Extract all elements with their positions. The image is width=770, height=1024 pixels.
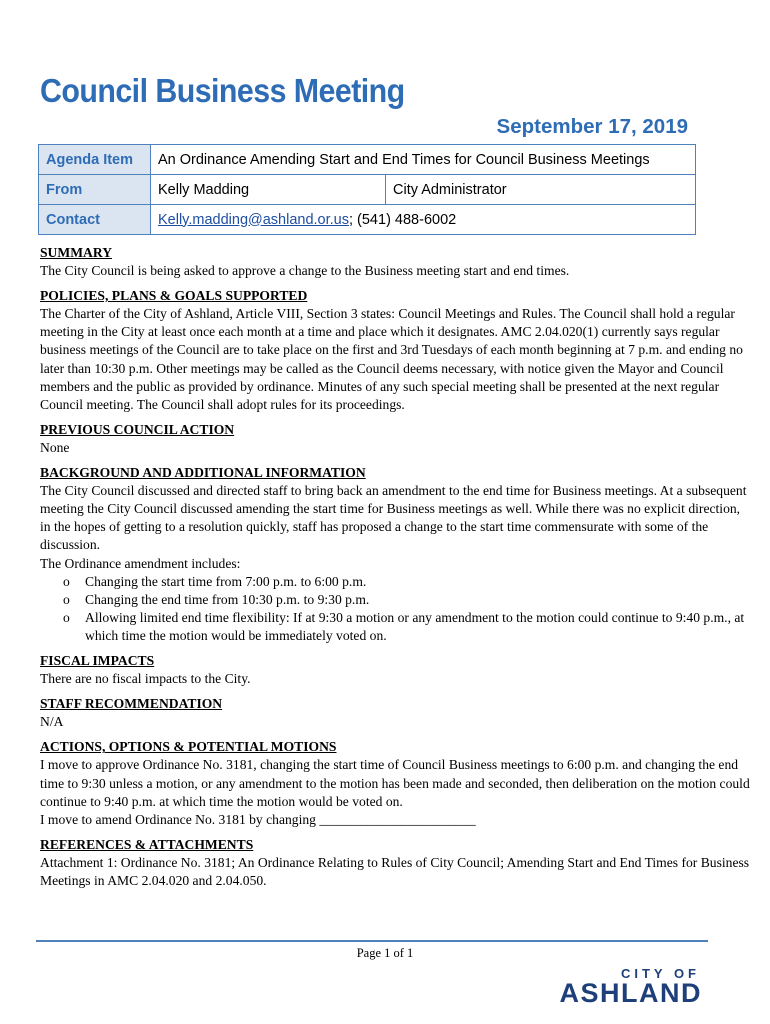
background-text: The City Council discussed and directed staff to bring back an amendment to the end time for Business meetings. At a subsequent meeting the City Council discussed amending the start time for Business meetings as well. While there was no explicit direction, in the hopes of getting to a resolution quickly, staff has proposed a change to the start time commensurate with some of the discussion. bbox=[40, 483, 747, 553]
agenda-info-table bbox=[38, 144, 696, 235]
amendment-list bbox=[63, 573, 750, 645]
summary-heading: SUMMARY bbox=[40, 245, 113, 260]
actions-heading: ACTIONS, OPTIONS & POTENTIAL MOTIONS bbox=[40, 739, 337, 755]
fiscal-section bbox=[40, 652, 750, 688]
logo-ashland: ASHLAND bbox=[559, 978, 702, 1008]
contact-row bbox=[39, 205, 696, 235]
agenda-row bbox=[39, 145, 696, 175]
from-row bbox=[39, 175, 696, 205]
staff-recommendation-heading: STAFF RECOMMENDATION bbox=[40, 696, 223, 712]
amendment-intro: The Ordinance amendment includes: bbox=[40, 555, 241, 571]
from-label: From bbox=[39, 175, 151, 205]
background-heading: BACKGROUND AND ADDITIONAL INFORMATION bbox=[40, 465, 366, 481]
list-item-text: Changing the start time from 7:00 p.m. to 6:00 p.m. bbox=[85, 573, 367, 589]
references-text: Attachment 1: Ordinance No. 3181; An Ordinance Relating to Rules of City Council; Amending Start and End Times for Business Meetings in AMC 2.04.020 and 2.04.050. bbox=[40, 854, 750, 888]
page-number: Page 1 of 1 bbox=[356, 946, 414, 960]
footer-divider bbox=[36, 940, 708, 942]
list-item bbox=[63, 609, 750, 645]
agenda-item-label: Agenda Item bbox=[39, 145, 151, 175]
actions-amend-text: I move to amend Ordinance No. 3181 by changing _______________________ bbox=[40, 811, 476, 827]
contact-value bbox=[151, 205, 696, 235]
fiscal-heading: FISCAL IMPACTS bbox=[40, 652, 155, 668]
staff-recommendation-text: N/A bbox=[40, 714, 64, 730]
actions-text: I move to approve Ordinance No. 3181, changing the start time of Council Business meetings to 6:00 p.m. and changing the end time to 9:30 unless a motion, or any amendment to the motion has been made and seconded, then deliberation on the motion could continue to 9:40 p.m. at which time the motion would be voted on. bbox=[40, 757, 750, 809]
list-item-text: Changing the end time from 10:30 p.m. to 9:30 p.m. bbox=[85, 591, 370, 607]
summary-section bbox=[40, 244, 750, 280]
contact-phone: ; (541) 488-6002 bbox=[348, 211, 457, 228]
from-name: Kelly Madding bbox=[151, 175, 386, 205]
bullet: o bbox=[63, 591, 70, 607]
report-body bbox=[40, 244, 750, 897]
page-title: Council Business Meeting bbox=[40, 72, 405, 109]
actions-section bbox=[40, 738, 750, 828]
contact-label: Contact bbox=[39, 205, 151, 235]
policies-text: The Charter of the City of Ashland, Article VIII, Section 3 states: Council Meetings and Rules. The Council shall hold a regular meeting in the City at least once each month at a time and place which it designates. AMC 2.04.020(1) currently says regular business meetings of the Council are to take place on the first and 3rd Tuesdays of each month beginning at 7 p.m. and ending no later than 10:30 p.m. Other meetings may be called as the Council deems necessary, with notice given the Mayor and Council members and the public as provided by ordinance. Minutes of any such special meeting shall be presented at the next regular Council meeting. The Council shall adopt rules for its proceedings. bbox=[40, 306, 743, 412]
staff-recommendation-section bbox=[40, 695, 750, 731]
list-item-text: Allowing limited end time flexibility: If at 9:30 a motion or any amendment to the motion could continue to 9:40 p.m., at which time the motion would be immediately voted on. bbox=[85, 609, 745, 643]
logo-city-of: CITY OF bbox=[620, 966, 700, 981]
bullet: o bbox=[63, 573, 70, 589]
summary-text: The City Council is being asked to approve a change to the Business meeting start and end times. bbox=[40, 263, 570, 279]
city-logo bbox=[534, 966, 704, 1016]
policies-section bbox=[40, 287, 750, 414]
list-item bbox=[63, 573, 750, 591]
previous-action-text: None bbox=[40, 439, 70, 455]
references-heading: REFERENCES & ATTACHMENTS bbox=[40, 836, 254, 852]
previous-action-heading: PREVIOUS COUNCIL ACTION bbox=[40, 421, 235, 437]
references-section bbox=[40, 836, 750, 890]
list-item bbox=[63, 591, 750, 609]
from-title: City Administrator bbox=[386, 175, 696, 205]
fiscal-text: There are no fiscal impacts to the City. bbox=[40, 671, 251, 687]
background-section bbox=[40, 464, 750, 645]
policies-heading: POLICIES, PLANS & GOALS SUPPORTED bbox=[40, 288, 308, 304]
meeting-date: September 17, 2019 bbox=[496, 115, 688, 138]
bullet: o bbox=[63, 609, 70, 625]
contact-email-link[interactable]: Kelly.madding@ashland.or.us bbox=[158, 211, 349, 228]
agenda-item-value: An Ordinance Amending Start and End Times for Council Business Meetings bbox=[151, 145, 696, 175]
previous-action-section bbox=[40, 421, 750, 457]
